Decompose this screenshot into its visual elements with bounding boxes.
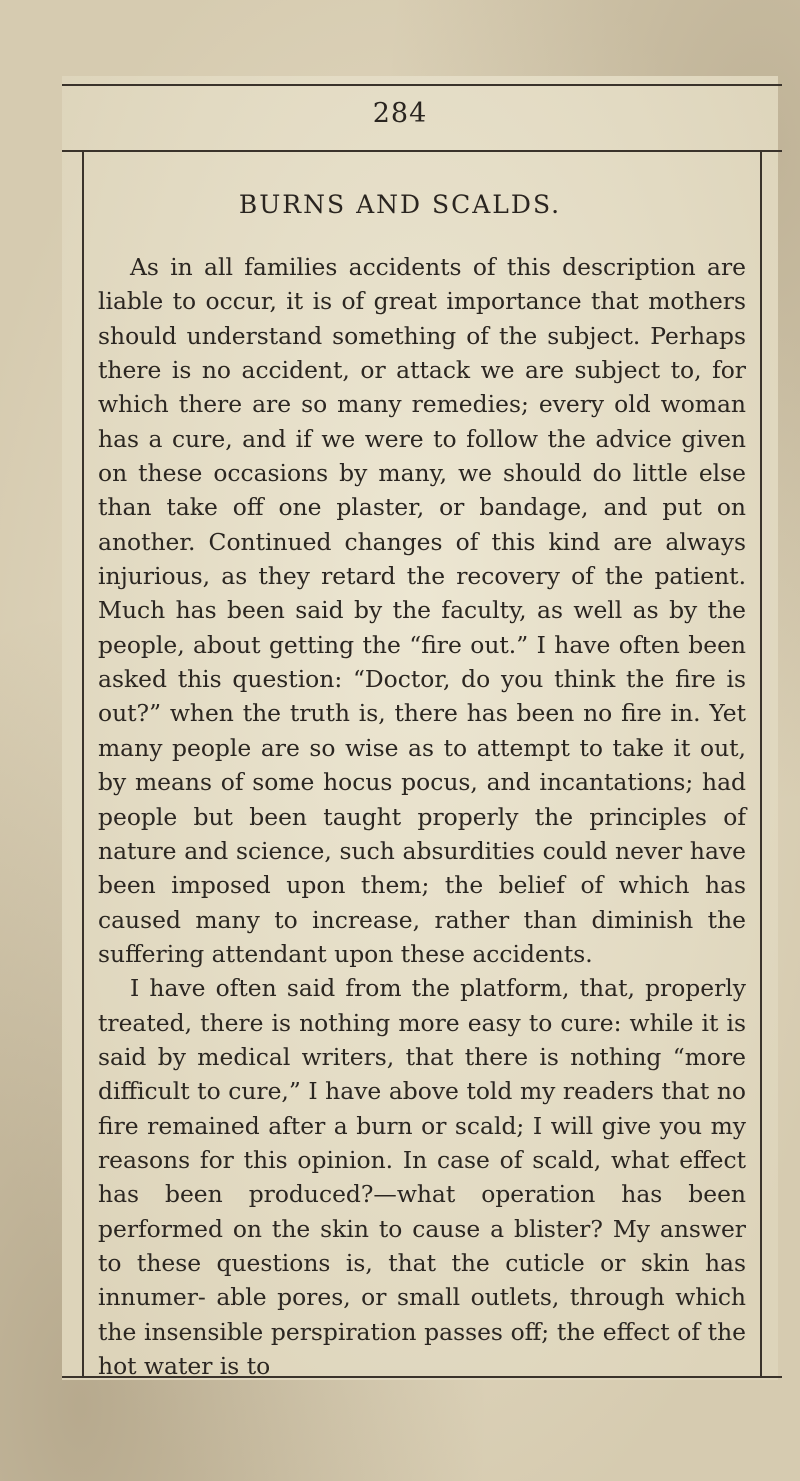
top-rule xyxy=(62,84,782,86)
page-number: 284 xyxy=(372,98,428,129)
chapter-title: BURNS AND SCALDS. xyxy=(238,190,562,219)
paragraph-2: I have often said from the platform, that, properly treated, there is nothing more easy to cure: while it is said by medical writers, that there is nothing “more difficult to cure,” I have above told my readers that no fire remained after a burn or scald; I will give you my reasons for this opinion. In case of scald, what effect has been produced?—what operation has been performed on the skin to cause a blister? My answer to these questions is, that the cuticle or skin has innumer- able pores, or small outlets, through which the insensible perspiration passes off; the effect of the hot water is to xyxy=(98,974,746,1380)
body-text xyxy=(98,250,746,1383)
paragraph-1: As in all families accidents of this description are liable to occur, it is of great importance that mothers should understand something of the subject. Perhaps there is no accident, or attack we are subject to, for which there are so many remedies; every old woman has a cure, and if we were to follow the advice given on these occasions by many, we should do little else than take off one plaster, or bandage, and put on another. Continued changes of this kind are always injurious, as they retard the recovery of the patient. Much has been said by the faculty, as well as by the people, about getting the “fire out.” I have often been asked this question: “Doctor, do you think the fire is out?” when the truth is, there has been no fire in. Yet many people are so wise as to attempt to take it out, by means of some hocus pocus, and incantations; had people but been taught properly the principles of nature and science, such absurdities could never have been imposed upon them; the belief of which has caused many to increase, rather than diminish the suffering attendant upon these accidents. xyxy=(98,253,746,968)
